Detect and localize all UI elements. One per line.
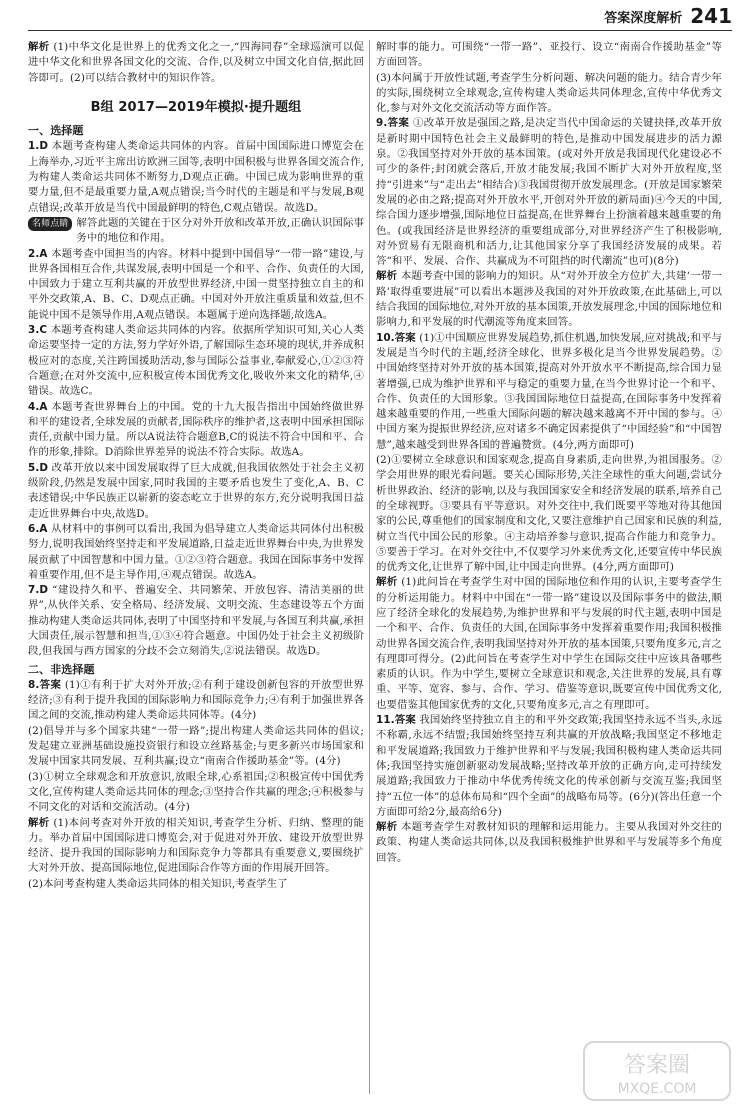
item-label: 解析: [28, 41, 50, 53]
tip-text: 解答此题的关键在于区分对外开放和改革开放,正确认识国际事务中的地位和作用。: [76, 216, 364, 245]
item-label: 7.D: [28, 584, 49, 597]
watermark-line1: 答案圈: [623, 1053, 691, 1078]
group-title: B组 2017—2019年模拟·提升题组: [90, 99, 302, 115]
left-column: [28, 40, 364, 892]
tip-box: [28, 216, 364, 247]
item-label: 4.A: [28, 400, 48, 413]
item-label: 10.答案: [376, 331, 416, 344]
tip-badge: 名师点睛: [28, 217, 72, 231]
paragraph: 9.答案 ①改革开放是强国之路,是决定当代中国命运的关键抉择,改革开放是新时期中国特色社会主义最鲜明的特色,是推动中国发展进步的活力源泉。②我国坚持对外开放的基本国策。(或对外开放是我国现代化建设必不可少的条件;封闭就会落后,开放才能发展;我国不断扩大对外开放程度,坚持“引进来”与“走出去”相结合)③我国贯彻开放发展理念。(开放是国家繁荣发展的必由之路;提高对外开放水平,开创对外开放的新局面)④今天的中国,综合国力逐步增强,国际地位日益提高,在世界舞台上扮演着越来越重要的角色。(或我国经济是世界经济的重要组成部分,对世界经济产生了积极影响,对外贸易有无限商机和活力,让其他国家分享了我国经济发展的成果。若答“和平、发展、合作、共赢成为不可阻挡的时代潮流”也可)(8分): [376, 117, 722, 268]
page-number: 241: [690, 4, 732, 28]
item-label: 9.答案: [376, 117, 410, 130]
item-label: 解析: [376, 576, 398, 589]
page-header: [604, 4, 732, 28]
watermark-line2: MXQE.COM: [617, 1081, 697, 1097]
item-label: 8.答案: [28, 678, 62, 691]
paragraph: 11.答案 我国始终坚持独立自主的和平外交政策;我国坚持永远不当头,永远不称霸,永远不结盟;我国始终坚持互利共赢的开放战略;我国坚定不移地走和平发展道路;我国致力于维护世界和平与发展;我国积极构建人类命运共同体;我国坚持实施创新驱动发展战略;坚持改革开放的正确方向,走可持续发展道路;我国致力于推动中华优秀传统文化的传承创新与交流互鉴;我国坚持“五位一体”的总体布局和“四个全面”的战略布局等。(6分)(答出任意一个方面即可给2分,最高给6分): [376, 714, 722, 818]
paragraph: 4.A 本题考查世界舞台上的中国。党的十九大报告指出中国始终做世界和平的建设者,全球发展的贡献者,国际秩序的维护者,这表明中国承担国际责任,贡献中国力量。所以A说法符合题意B,C的说法不符合中国和平、合作的形象,排除。D消除世界差异的说法不符合实际。故选A。: [28, 400, 364, 459]
watermark-logo: [582, 1040, 732, 1102]
item-label: 6.A: [28, 522, 48, 535]
item-label: 5.D: [28, 461, 49, 474]
paragraph: (3)①树立全球观念和开放意识,放眼全球,心系祖国;②积极宣传中国优秀文化,宣传构建人类命运共同体的理念;③坚持合作共赢的理念;④积极参与不同文化的对话和交流活动。(4分): [28, 770, 364, 814]
paragraph: (3)本问属于开放性试题,考查学生分析问题、解决问题的能力。结合青少年的实际,围绕树立全球观念,宣传构建人类命运共同体理念,宣传中华优秀文化,参与对外文化交流活动等方面作答。: [376, 71, 722, 115]
item-label: 2.A: [28, 247, 48, 260]
item-label: 1.D: [28, 140, 49, 153]
header-rule: [28, 30, 732, 31]
section-heading: 一、选择题: [28, 124, 84, 138]
item-label: 3.C: [28, 324, 48, 337]
paragraph: 解时事的能力。可围绕“一带一路”、亚投行、设立“南南合作援助基金”等方面回答。: [376, 41, 722, 69]
paragraph: 5.D 改革开放以来中国发展取得了巨大成就,但我国依然处于社会主义初级阶段,仍然是发展中国家,同时我国的主要矛盾也发生了变化,A、B、C表述错误;中华民族正以崭新的姿态屹立于世界的东方,充分说明我国日益走近世界舞台中央,故选D。: [28, 461, 364, 520]
paragraph: 解析 (1)本问考查对外开放的相关知识,考查学生分析、归纳、整理的能力。举办首届中国国际进口博览会,对于促进对外开放、建设开放型世界经济、提升我国的国际影响力和国际竞争力等都具有重要意义,要围绕扩大对外开放、提高国际地位,促进国际合作等方面的作用展开回答。: [28, 816, 364, 875]
paragraph: 3.C 本题考查构建人类命运共同体的内容。依据所学知识可知,关心人类命运要坚持一定的方法,努力学好外语,了解国际生态环境的现状,并养成积极应对的态度,关注跨国援助活动,参与国际公益事业,奉献爱心,①②③符合题意;在对外交流中,应积极宣传本国优秀文化,吸收外来文化的精华,④错误。故选C。: [28, 324, 364, 398]
paragraph: 7.D “建设持久和平、普遍安全、共同繁荣、开放包容、清洁美丽的世界”,从伙伴关系、安全格局、经济发展、文明交流、生态建设等五个方面推动构建人类命运共同体,表明了中国坚持和平发展,与各国互利共赢,承担大国责任,展示智慧和担当,①③④符合题意。中国仍处于社会主义初级阶段,但我国与西方国家的分歧不会立刻消失,②说法错误。故选D。: [28, 584, 364, 658]
paragraph: 解析 (1)此问旨在考查学生对中国的国际地位和作用的认识,主要考查学生的分析运用能力。材料中中国在“一带一路”建设以及国际事务中的做法,顺应了经济全球化的发展趋势,为维护世界和平与发展的时代主题,表明中国是一个和平、合作、负责任的大国,在国际事务中发挥着重要作用;我国积极推动世界各国交流合作,表明我国坚持对外开放的基本国策,只要角度多元,言之有理即可得分。(2)此问旨在考查学生对中学生在国际交往中应该具备哪些素质的认识。作为中学生,要树立全球意识和观念,关注世界的发展,具有尊重、平等、宽容、参与、合作、学习、借鉴等意识,既要宣传中国优秀文化,也要借鉴其他国家优秀的文化,只要角度多元,言之有理即可。: [376, 576, 722, 711]
header-title: 答案深度解析: [604, 10, 683, 26]
paragraph: 1.D 本题考查构建人类命运共同体的内容。首届中国国际进口博览会在上海举办,习近平主席出访欧洲三国等,表明中国积极与世界各国交流合作,为构建人类命运共同体不断努力,D观点正确。中国已成为影响世界的重要力量,但不是最重要力量,A观点错误;当今时代的主题是和平与发展,B观点错误;改革开放是当代中国最鲜明的特色,C观点错误。故选D。: [28, 140, 364, 214]
paragraph: 解析 本题考查学生对教材知识的理解和运用能力。主要从我国对外交往的政策、构建人类命运共同体,以及我国积极维护世界和平与发展等多个角度回答。: [376, 821, 722, 864]
item-label: 11.答案: [376, 714, 416, 727]
paragraph: (2)①要树立全球意识和国家观念,提高自身素质,走向世界,为祖国服务。②学会用世界的眼光看问题。要关心国际形势,关注全球性的重大问题,尝试分析世界政治、经济的影响,以及与我国国家安全和经济发展的联系,培养自己的全球视野。③要具有平等意识。对外交往中,我们既要平等地对待其他国家的公民,尊重他们的国家制度和文化,又要注意维护自己国家和民族的利益,树立当代中国公民的形象。④主动培养参与意识,提高合作能力和竞争力。⑤要善于学习。在对外交往中,不仅要学习外来优秀文化,还要宣传中华民族的优秀文化,让世界了解中国,让中国走向世界。(4分,两方面即可): [376, 454, 722, 574]
item-label: 解析: [28, 816, 50, 829]
paragraph: 8.答案 (1)①有利于扩大对外开放;②有利于建设创新包容的开放型世界经济;③有利于提升我国的国际影响力和国际竞争力;④有利于加强世界各国之间的交流,推动构建人类命运共同体等。(4分): [28, 678, 364, 722]
right-column: [376, 40, 722, 866]
paragraph: 10.答案 (1)①中国顺应世界发展趋势,抓住机遇,加快发展,应对挑战;和平与发展是当今时代的主题,经济全球化、世界多极化是当今世界发展趋势。②中国始终坚持对外开放的基本国策,提高对外开放水平不断提高,综合国力显著增强,已成为维护世界和平与稳定的重要力量,在当今世界讨论一个和平、合作、负责任的大国形象。③我国国际地位日益提高,在国际事务中发挥着越来越重要的作用,一些重大国际问题的解决越来越离不开中国的参与。④中国方案为提振世界经济,应对诸多不确定因素提供了“中国经验”和“中国智慧”,越来越受到世界各国的普遍赞赏。(4分,两方面即可): [376, 331, 722, 451]
section-heading: 二、非选择题: [28, 662, 95, 676]
item-label: 解析: [376, 270, 398, 283]
paragraph: 2.A 本题考查中国担当的内容。材料中提到中国倡导“一带一路”建设,与世界各国相互合作,共谋发展,表明中国是一个和平、合作、负责任的大国,中国致力于建立互利共赢的开放型世界经济,中国一贯坚持独立自主的和平外交政策,A、B、C、D观点正确。中国对外开放注重质量和效益,但不能说中国不是领导作用,A观点错误。本题属于逆向选择题,故选A。: [28, 247, 364, 321]
paragraph: 解析 (1)中华文化是世界上的优秀文化之一,“四海同春”全球巡演可以促进中华文化和世界各国文化的交流、合作,以及树立中国文化自信,据此回答即可。(2)可以结合教材中的知识作答。: [28, 41, 365, 84]
paragraph: (2)本问考查构建人类命运共同体的相关知识,考查学生了: [28, 877, 288, 890]
column-divider: [369, 40, 370, 1094]
item-label: 解析: [376, 821, 398, 834]
paragraph: (2)倡导并与多个国家共建“一带一路”;提出构建人类命运共同体的倡议;发起建立亚洲基础设施投资银行和设立丝路基金;与更多新兴市场国家和发展中国家共同发展、互利共赢;设立“南南合作援助基金”等。(4分): [28, 724, 364, 768]
paragraph: 6.A 从材料中的事例可以看出,我国为倡导建立人类命运共同体付出积极努力,说明我国始终坚持走和平发展道路,日益走近世界舞台中央,为世界发展贡献了中国智慧和中国力量。①②③符合题意。我国在国际事务中发挥着重要作用,但不是主导作用,④观点错误。故选A。: [28, 522, 364, 581]
paragraph: 解析 本题考查中国的影响力的知识。从“对外开放全方位扩大,共建‘一带一路’取得重要进展”可以看出本题涉及我国的对外开放政策,在此基础上,可以结合我国的国际地位,对外开放的基本国策,开放发展理念,中国的国际地位和影响力,和平发展的时代潮流等角度来回答。: [376, 270, 722, 329]
